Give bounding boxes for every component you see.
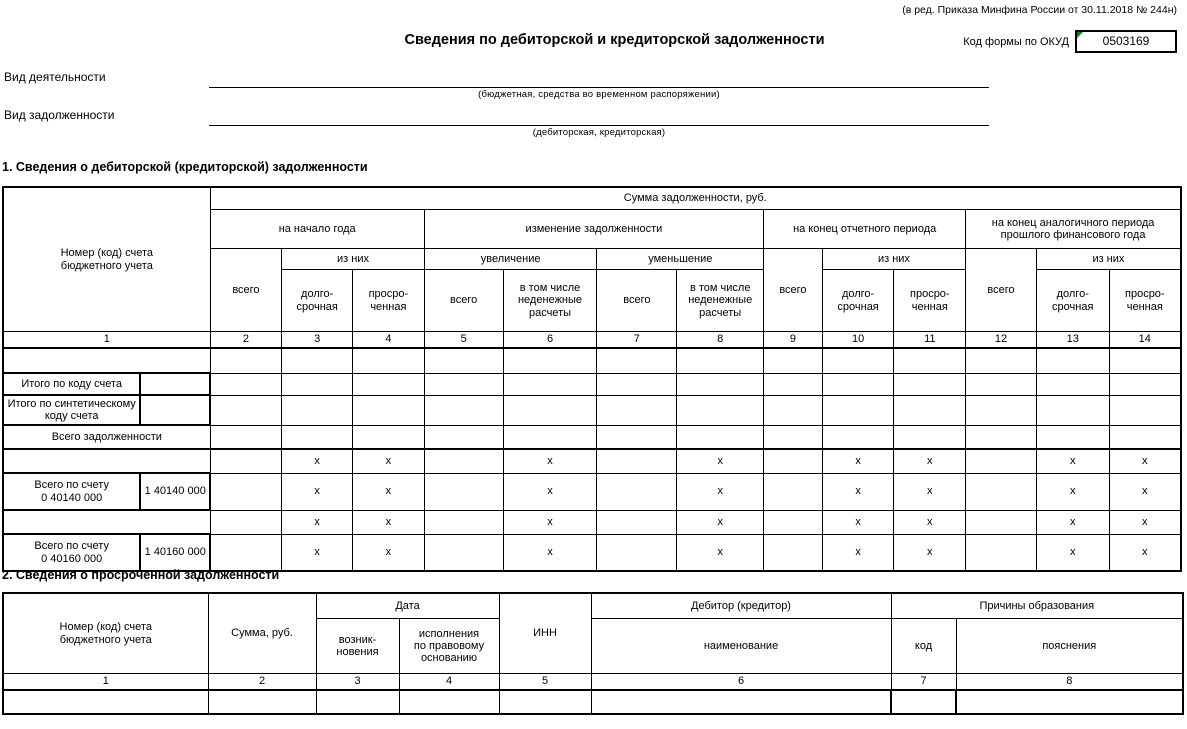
t2-colnum-7: 7 [891, 674, 956, 691]
colnum-3: 3 [282, 332, 353, 349]
row3-c3[interactable] [282, 395, 353, 425]
leaf14-l1: просро- [1125, 288, 1165, 301]
row5-c8: х [677, 449, 764, 473]
colnum-6: 6 [503, 332, 597, 349]
header-subgroup-of-which-3: из них [1036, 249, 1181, 270]
row8-c7[interactable] [597, 534, 677, 571]
leaf8-l3: расчеты [699, 306, 742, 319]
leaf13-l2: срочная [1052, 300, 1094, 313]
row7-c6: х [503, 510, 597, 534]
row6-c13: х [1036, 473, 1109, 510]
debt-information-table [2, 186, 1182, 572]
row2-c10[interactable] [822, 373, 894, 395]
row2-c5[interactable] [424, 373, 503, 395]
t2-row1-c1[interactable] [3, 690, 208, 714]
t2-row1-c4[interactable] [399, 690, 499, 714]
header-leaf-4-overdue [353, 270, 425, 332]
leaf3-l2: срочная [296, 300, 338, 313]
t2-row1-c6[interactable] [591, 690, 891, 714]
table-row [3, 690, 1183, 714]
t2-row1-c7[interactable] [891, 690, 956, 714]
header-leaf-5-total: всего [424, 270, 503, 332]
row6-c12[interactable] [966, 473, 1037, 510]
colnum-12: 12 [966, 332, 1037, 349]
table-row [3, 395, 1181, 425]
row8-c10: х [822, 534, 894, 571]
colnum-14: 14 [1109, 332, 1181, 349]
table1-header-row-sum [3, 187, 1181, 210]
colnum-2: 2 [210, 332, 282, 349]
row6-c11: х [894, 473, 966, 510]
row5-c4: х [353, 449, 425, 473]
row3-c10[interactable] [822, 395, 894, 425]
leaf13-l1: долго- [1056, 288, 1089, 301]
row4-c5[interactable] [424, 425, 503, 449]
row2-c12[interactable] [966, 373, 1037, 395]
colnum-1: 1 [3, 332, 210, 349]
row-label-total-by-synthetic-code-line2: коду счета [44, 410, 99, 422]
row5-c13: х [1036, 449, 1109, 473]
row1-c7[interactable] [597, 348, 677, 373]
header-sum-group: Сумма задолженности, руб. [210, 187, 1181, 210]
table2-column-number-row [3, 674, 1183, 691]
field-activity-type [4, 70, 1004, 110]
colnum-9: 9 [764, 332, 823, 349]
leaf4-l2: ченная [370, 300, 407, 313]
row2-c14[interactable] [1109, 373, 1181, 395]
section1-title: 1. Сведения о дебиторской (кредиторской) задолженности [2, 160, 368, 174]
leaf4-l1: просро- [368, 288, 409, 301]
row4-c13[interactable] [1036, 425, 1109, 449]
t2-header-debtor-group: Дебитор (кредитор) [591, 593, 891, 619]
t2-header-date-legal [399, 619, 499, 674]
row1-c13[interactable] [1036, 348, 1109, 373]
t2-colnum-6: 6 [591, 674, 891, 691]
row6-c7[interactable] [597, 473, 677, 510]
leaf6-l2: неденежные [517, 294, 582, 307]
row4-c2[interactable] [210, 425, 282, 449]
colnum-5: 5 [424, 332, 503, 349]
header-leaf-13-longterm [1036, 270, 1109, 332]
leaf11-l1: просро- [910, 288, 950, 301]
t2-date-legal-l2: по правовому [413, 639, 485, 652]
row3-c2[interactable] [210, 395, 282, 425]
row1-c5[interactable] [424, 348, 503, 373]
leaf11-l2: ченная [911, 300, 948, 313]
row7-c4: х [353, 510, 425, 534]
leaf6-l3: расчеты [528, 306, 572, 319]
row7-c5[interactable] [424, 510, 503, 534]
row2-c3[interactable] [282, 373, 353, 395]
table-row [3, 449, 1181, 473]
row4-c12[interactable] [966, 425, 1037, 449]
row2-c4[interactable] [353, 373, 425, 395]
t2-header-inn: ИНН [499, 593, 591, 674]
row1-c2[interactable] [210, 348, 282, 373]
leaf3-l1: долго- [301, 288, 334, 301]
row2-c7[interactable] [597, 373, 677, 395]
header-subgroup-increase: увеличение [424, 249, 597, 270]
row7-c2[interactable] [210, 510, 282, 534]
row5-c10: х [822, 449, 894, 473]
row6-c6: х [503, 473, 597, 510]
header-account-number-line2: бюджетного учета [60, 259, 153, 272]
row2-c6[interactable] [503, 373, 597, 395]
row-label-account-40140-line2: 0 40140 000 [41, 491, 103, 504]
overdue-debt-table [2, 592, 1184, 715]
header-leaf-9-total: всего [764, 249, 823, 332]
t2-date-origin-l1: возник- [338, 633, 377, 646]
row2-c2[interactable] [210, 373, 282, 395]
row1-c9[interactable] [764, 348, 823, 373]
page-title: Сведения по дебиторской и кредиторской задолженности [404, 32, 825, 48]
row8-c6: х [503, 534, 597, 571]
row1-c11[interactable] [894, 348, 966, 373]
header-leaf-11-overdue [894, 270, 966, 332]
table-row [3, 425, 1181, 449]
row7-c14: х [1109, 510, 1181, 534]
row6-c4: х [353, 473, 425, 510]
row4-c10[interactable] [822, 425, 894, 449]
t2-header-reason-explanation: пояснения [956, 619, 1183, 674]
row-code-account-40140[interactable]: 1 40140 000 [140, 473, 210, 510]
leaf10-l2: срочная [837, 300, 879, 313]
table-row [3, 473, 1181, 510]
row6-c5[interactable] [424, 473, 503, 510]
field-debt-type-label: Вид задолженности [4, 108, 115, 122]
okud-row [963, 30, 1177, 53]
header-group-end-of-prev-year [966, 210, 1181, 249]
okud-code-box[interactable]: 0503169 [1075, 30, 1177, 53]
row8-c13: х [1036, 534, 1109, 571]
row3-c12[interactable] [966, 395, 1037, 425]
t2-header-reasons-group: Причины образования [891, 593, 1183, 619]
okud-label: Код формы по ОКУД [963, 35, 1069, 48]
field-debt-type-hint: (дебиторская, кредиторская) [532, 127, 666, 138]
t2-header-date-origin [316, 619, 399, 674]
row1-c10[interactable] [822, 348, 894, 373]
row6-c8: х [677, 473, 764, 510]
row3-c13[interactable] [1036, 395, 1109, 425]
table1-column-number-row [3, 332, 1181, 349]
section2-title: 2. Сведения о просроченной задолженности [2, 568, 280, 582]
t2-colnum-4: 4 [399, 674, 499, 691]
table2-header-row-groups [3, 593, 1183, 619]
field-debt-type [4, 108, 1004, 148]
row8-c5[interactable] [424, 534, 503, 571]
row2-c11[interactable] [894, 373, 966, 395]
t2-header-debtor-name: наименование [591, 619, 891, 674]
row1-c4[interactable] [353, 348, 425, 373]
row6-c9[interactable] [764, 473, 823, 510]
colnum-10: 10 [822, 332, 894, 349]
row1-c8[interactable] [677, 348, 764, 373]
header-leaf-2-total: всего [210, 249, 282, 332]
header-account-number-line1: Номер (код) счета [60, 247, 153, 260]
t2-colnum-3: 3 [316, 674, 399, 691]
row7-label[interactable] [3, 510, 210, 534]
row1-c3[interactable] [282, 348, 353, 373]
row1-c6[interactable] [503, 348, 597, 373]
row3-c8[interactable] [677, 395, 764, 425]
header-subgroup-of-which-1: из них [282, 249, 424, 270]
row8-c3: х [282, 534, 353, 571]
row5-c12[interactable] [966, 449, 1037, 473]
row3-c6[interactable] [503, 395, 597, 425]
table-row [3, 373, 1181, 395]
t2-date-origin-l2: новения [336, 646, 379, 658]
row-label-total-by-synthetic-code-line1: Итого по синтетическому [7, 397, 136, 410]
field-activity-type-line[interactable] [209, 87, 989, 88]
row3-c7[interactable] [597, 395, 677, 425]
field-debt-type-line[interactable] [209, 125, 989, 126]
t2-header-account-number-line1: Номер (код) счета [59, 621, 152, 634]
row7-c13: х [1036, 510, 1109, 534]
leaf6-l1: в том числе [519, 282, 581, 295]
leaf8-l2: неденежные [688, 294, 753, 307]
row5-label[interactable] [3, 449, 210, 473]
row7-c10: х [822, 510, 894, 534]
row-label-account-40160-line1: Всего по счету [34, 540, 109, 553]
row7-c9[interactable] [764, 510, 823, 534]
row7-c7[interactable] [597, 510, 677, 534]
row8-c12[interactable] [966, 534, 1037, 571]
header-group-end-of-period: на конец отчетного периода [764, 210, 966, 249]
row8-c2[interactable] [210, 534, 282, 571]
row6-c2[interactable] [210, 473, 282, 510]
row8-c8: х [677, 534, 764, 571]
colnum-11: 11 [894, 332, 966, 349]
row7-c11: х [894, 510, 966, 534]
row4-c14[interactable] [1109, 425, 1181, 449]
row-label-total-by-synthetic-code [3, 395, 140, 425]
row7-c8: х [677, 510, 764, 534]
row4-c11[interactable] [894, 425, 966, 449]
row3-c11[interactable] [894, 395, 966, 425]
row7-c3: х [282, 510, 353, 534]
row-code-total-by-synthetic-code[interactable] [140, 395, 210, 425]
edition-note: (в ред. Приказа Минфина России от 30.11.2018 № 244н) [902, 4, 1177, 16]
row5-c5[interactable] [424, 449, 503, 473]
row-code-account-40160[interactable]: 1 40160 000 [140, 534, 210, 571]
row8-c4: х [353, 534, 425, 571]
t2-header-reason-code: код [891, 619, 956, 674]
row-label-account-40160 [3, 534, 140, 571]
t2-date-legal-l3: основанию [420, 652, 478, 665]
row4-c7[interactable] [597, 425, 677, 449]
row3-c4[interactable] [353, 395, 425, 425]
t2-header-sum: Сумма, руб. [208, 593, 316, 674]
leaf8-l1: в том числе [689, 282, 751, 295]
row8-c14: х [1109, 534, 1181, 571]
t2-row1-c2[interactable] [208, 690, 316, 714]
row-label-total-debt: Всего задолженности [3, 425, 210, 449]
row1-label[interactable] [3, 348, 210, 373]
row4-c8[interactable] [677, 425, 764, 449]
leaf10-l1: долго- [841, 288, 875, 301]
row4-c6[interactable] [503, 425, 597, 449]
header-group-end-of-prev-year-line2: прошлого финансового года [1000, 229, 1146, 241]
row8-c9[interactable] [764, 534, 823, 571]
header-leaf-14-overdue [1109, 270, 1181, 332]
row5-c2[interactable] [210, 449, 282, 473]
header-leaf-6-noncash [503, 270, 597, 332]
header-subgroup-of-which-2: из них [822, 249, 965, 270]
t2-row1-c8[interactable] [956, 690, 1183, 714]
row1-c14[interactable] [1109, 348, 1181, 373]
t2-header-account-number [3, 593, 208, 674]
row4-c4[interactable] [353, 425, 425, 449]
colnum-7: 7 [597, 332, 677, 349]
row-label-account-40140-line1: Всего по счету [34, 479, 109, 492]
field-activity-type-label: Вид деятельности [4, 70, 106, 84]
leaf14-l2: ченная [1126, 300, 1163, 313]
t2-row1-c5[interactable] [499, 690, 591, 714]
t2-row1-c3[interactable] [316, 690, 399, 714]
row5-c6: х [503, 449, 597, 473]
row4-c9[interactable] [764, 425, 823, 449]
t2-colnum-5: 5 [499, 674, 591, 691]
header-leaf-8-noncash [677, 270, 764, 332]
row2-c8[interactable] [677, 373, 764, 395]
header-account-number [3, 187, 210, 332]
table-row [3, 534, 1181, 571]
table-row [3, 510, 1181, 534]
row-label-total-by-code: Итого по коду счета [3, 373, 140, 395]
row1-c12[interactable] [966, 348, 1037, 373]
header-leaf-3-longterm [282, 270, 353, 332]
row-label-account-40160-line2: 0 40160 000 [41, 552, 103, 565]
row5-c9[interactable] [764, 449, 823, 473]
row6-c3: х [282, 473, 353, 510]
colnum-8: 8 [677, 332, 764, 349]
header-leaf-7-total: всего [597, 270, 677, 332]
row6-c10: х [822, 473, 894, 510]
row4-c3[interactable] [282, 425, 353, 449]
t2-header-account-number-line2: бюджетного учета [59, 633, 152, 646]
row7-c12[interactable] [966, 510, 1037, 534]
row5-c11: х [894, 449, 966, 473]
header-subgroup-decrease: уменьшение [597, 249, 764, 270]
header-leaf-12-total: всего [966, 249, 1037, 332]
row5-c14: х [1109, 449, 1181, 473]
row6-c14: х [1109, 473, 1181, 510]
t2-header-date-group: Дата [316, 593, 499, 619]
row8-c11: х [894, 534, 966, 571]
row3-c9[interactable] [764, 395, 823, 425]
t2-date-legal-l1: исполнения [418, 627, 480, 640]
colnum-4: 4 [353, 332, 425, 349]
header-group-end-of-prev-year-line1: на конец аналогичного периода [991, 216, 1155, 229]
row-code-total-by-code[interactable] [140, 373, 210, 395]
field-activity-type-hint: (бюджетная, средства во временном распоряжении) [478, 89, 720, 100]
row2-c9[interactable] [764, 373, 823, 395]
row5-c7[interactable] [597, 449, 677, 473]
row3-c5[interactable] [424, 395, 503, 425]
row2-c13[interactable] [1036, 373, 1109, 395]
t2-colnum-1: 1 [3, 674, 208, 691]
row5-c3: х [282, 449, 353, 473]
table-row [3, 348, 1181, 373]
t2-colnum-8: 8 [956, 674, 1183, 691]
t2-colnum-2: 2 [208, 674, 316, 691]
header-group-debt-change: изменение задолженности [424, 210, 763, 249]
row-label-account-40140 [3, 473, 140, 510]
row3-c14[interactable] [1109, 395, 1181, 425]
colnum-13: 13 [1036, 332, 1109, 349]
header-leaf-10-longterm [822, 270, 894, 332]
header-group-start-of-year: на начало года [210, 210, 424, 249]
